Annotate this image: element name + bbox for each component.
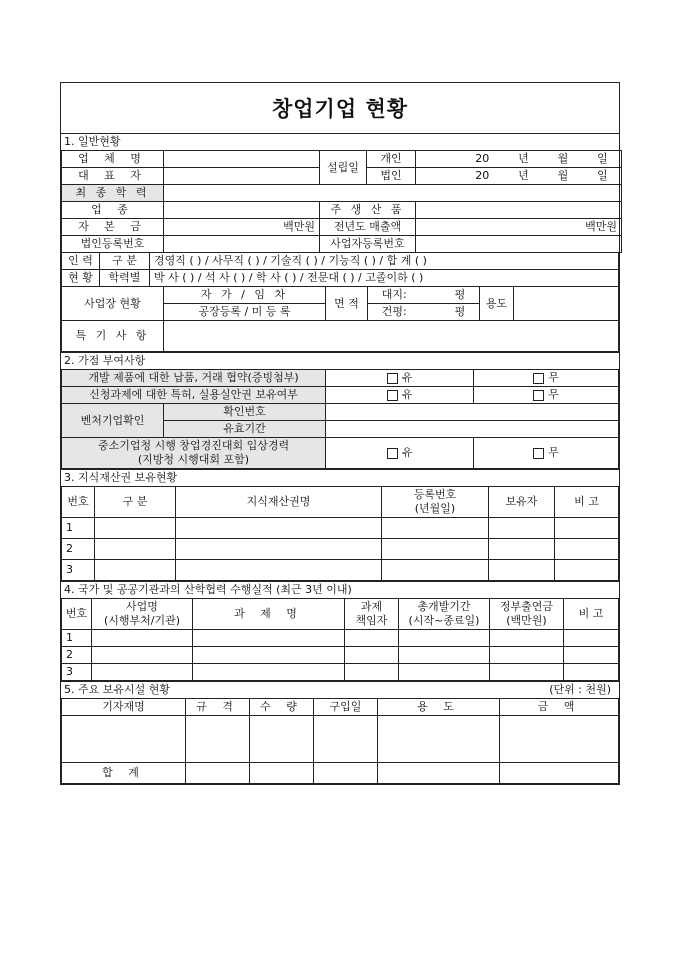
coop-cell[interactable] [193, 630, 345, 647]
facility-header-name: 기자재명 [62, 699, 186, 716]
personnel-label: 인 력 [62, 253, 100, 270]
section-2-heading: 2. 가점 부여사항 [61, 352, 619, 369]
facility-cell[interactable] [186, 716, 250, 763]
coop-header-period: 총개발기간 (시작~종료일) [399, 599, 490, 630]
coop-cell[interactable] [490, 664, 564, 681]
factory-reg-option[interactable]: 공장등록 / 미 등 록 [164, 304, 326, 321]
ip-header-no: 번호 [62, 487, 95, 518]
coop-cell[interactable] [399, 647, 490, 664]
confirm-no-field[interactable] [326, 404, 619, 421]
category-counts[interactable]: 경영직 ( ) / 사무직 ( ) / 기술직 ( ) / 기능직 ( ) / 합 계 ( ) [150, 253, 619, 270]
coop-cell[interactable] [564, 647, 619, 664]
facility-total-cell[interactable] [378, 763, 500, 784]
contest-yes[interactable]: 유 [326, 438, 474, 469]
ip-cell[interactable] [489, 539, 555, 560]
ip-table [61, 486, 619, 581]
coop-cell[interactable] [399, 630, 490, 647]
ip-cell[interactable] [555, 560, 619, 581]
representative-label: 대 표 자 [62, 168, 164, 185]
individual-label: 개인 [367, 151, 416, 168]
land-area-field[interactable]: 대지: 평 [368, 287, 480, 304]
facility-header-date: 구입일 [314, 699, 378, 716]
facility-cell[interactable] [314, 716, 378, 763]
corporation-label: 법인 [367, 168, 416, 185]
coop-cell[interactable] [92, 664, 193, 681]
ip-header-note: 비 고 [555, 487, 619, 518]
general-status-table [61, 150, 622, 253]
coop-header-leader: 과제 책임자 [345, 599, 399, 630]
coop-header-project: 사업명 (시행부처/기관) [92, 599, 193, 630]
education-field[interactable] [164, 185, 622, 202]
facility-cell[interactable] [378, 716, 500, 763]
special-notes-label: 특 기 사 항 [62, 321, 164, 352]
section-4-heading: 4. 국가 및 공공기관과의 산학협력 수행실적 (최근 3년 이내) [61, 581, 619, 598]
supply-contract-yes[interactable]: 유 [326, 370, 474, 387]
facility-header-spec: 규 격 [186, 699, 250, 716]
supply-contract-no[interactable]: 무 [474, 370, 619, 387]
patent-yes[interactable]: 유 [326, 387, 474, 404]
confirm-no-label: 확인번호 [164, 404, 326, 421]
table-row: 3 [62, 664, 92, 681]
contest-label: 중소기업청 시행 창업경진대회 입상경력 (지방청 시행대회 포함) [62, 438, 326, 469]
bonus-points-table [61, 369, 619, 469]
section-3-heading: 3. 지식재산권 보유현황 [61, 469, 619, 486]
ip-cell[interactable] [489, 560, 555, 581]
table-row: 1 [62, 630, 92, 647]
coop-cell[interactable] [345, 664, 399, 681]
site-status-label: 사업장 현황 [62, 287, 164, 321]
biz-reg-no-field[interactable] [416, 236, 622, 253]
startup-status-form [60, 82, 620, 785]
main-product-field[interactable] [416, 202, 622, 219]
coop-header-fund: 정부출연금 (백만원) [490, 599, 564, 630]
patent-no[interactable]: 무 [474, 387, 619, 404]
facility-total-cell[interactable] [500, 763, 619, 784]
coop-cell[interactable] [92, 630, 193, 647]
facility-total-cell[interactable] [314, 763, 378, 784]
corp-reg-no-field[interactable] [164, 236, 320, 253]
special-notes-field[interactable] [164, 321, 619, 352]
capital-label: 자 본 금 [62, 219, 164, 236]
form-title: 창업기업 현황 [271, 96, 409, 121]
table-row: 3 [62, 560, 95, 581]
table-row: 2 [62, 539, 95, 560]
education-counts[interactable]: 박 사 ( ) / 석 사 ( ) / 학 사 ( ) / 전문대 ( ) / 고졸이하 ( ) [150, 270, 619, 287]
by-education-label: 학력별 [100, 270, 150, 287]
capital-field[interactable]: 백만원 [164, 219, 320, 236]
coop-cell[interactable] [490, 630, 564, 647]
usage-field[interactable] [514, 287, 619, 321]
ip-header-holder: 보유자 [489, 487, 555, 518]
section-5-title: 5. 주요 보유시설 현황 [64, 683, 170, 696]
contest-no[interactable]: 무 [474, 438, 619, 469]
ip-cell[interactable] [95, 560, 176, 581]
coop-cell[interactable] [345, 647, 399, 664]
building-area-field[interactable]: 건평: 평 [368, 304, 480, 321]
prev-sales-label: 전년도 매출액 [320, 219, 416, 236]
ip-header-name: 지식재산권명 [176, 487, 382, 518]
valid-period-field[interactable] [326, 421, 619, 438]
coop-header-no: 번호 [62, 599, 92, 630]
facility-table [61, 698, 619, 784]
cooperation-table [61, 598, 619, 681]
coop-cell[interactable] [490, 647, 564, 664]
coop-cell[interactable] [92, 647, 193, 664]
business-type-field[interactable] [164, 202, 320, 219]
company-name-field[interactable] [164, 151, 320, 168]
ip-cell[interactable] [382, 518, 489, 539]
coop-header-note: 비 고 [564, 599, 619, 630]
by-category-label: 구 분 [100, 253, 150, 270]
facility-total-cell[interactable] [186, 763, 250, 784]
ip-cell[interactable] [176, 560, 382, 581]
main-product-label: 주 생 산 품 [320, 202, 416, 219]
founded-label: 설립일 [320, 151, 367, 185]
supply-contract-label: 개발 제품에 대한 납품, 거래 협약(증빙첨부) [62, 370, 326, 387]
valid-period-label: 유효기간 [164, 421, 326, 438]
representative-field[interactable] [164, 168, 320, 185]
area-label: 면 적 [326, 287, 368, 321]
facility-header-qty: 수 량 [250, 699, 314, 716]
facility-header-usage: 용 도 [378, 699, 500, 716]
biz-reg-no-label: 사업자등록번호 [320, 236, 416, 253]
ip-header-category: 구 분 [95, 487, 176, 518]
venture-label: 벤처기업확인 [62, 404, 164, 438]
individual-date-field[interactable]: 20 년 월 일 [416, 151, 622, 168]
coop-cell[interactable] [193, 647, 345, 664]
unit-note: (단위 : 천원) [549, 683, 611, 696]
site-table [61, 287, 619, 352]
ip-cell[interactable] [555, 518, 619, 539]
own-rent-option[interactable]: 자 가 / 임 차 [164, 287, 326, 304]
ip-cell[interactable] [555, 539, 619, 560]
corp-reg-no-label: 법인등록번호 [62, 236, 164, 253]
coop-cell[interactable] [564, 664, 619, 681]
corporation-date-field[interactable]: 20 년 월 일 [416, 168, 622, 185]
table-row: 1 [62, 518, 95, 539]
facility-cell[interactable] [500, 716, 619, 763]
ip-header-regno: 등록번호 (년월일) [382, 487, 489, 518]
ip-cell[interactable] [176, 539, 382, 560]
facility-total-label: 합 계 [62, 763, 186, 784]
business-type-label: 업 종 [62, 202, 164, 219]
coop-cell[interactable] [399, 664, 490, 681]
ip-cell[interactable] [489, 518, 555, 539]
patent-label: 신청과제에 대한 특허, 실용실안권 보유여부 [62, 387, 326, 404]
coop-cell[interactable] [345, 630, 399, 647]
facility-total-cell[interactable] [250, 763, 314, 784]
section-1-heading: 1. 일반현황 [61, 133, 619, 150]
company-name-label: 업 체 명 [62, 151, 164, 168]
facility-cell[interactable] [250, 716, 314, 763]
education-label: 최 종 학 력 [62, 185, 164, 202]
coop-cell[interactable] [193, 664, 345, 681]
facility-header-amount: 금 액 [500, 699, 619, 716]
ip-cell[interactable] [95, 518, 176, 539]
ip-cell[interactable] [176, 518, 382, 539]
table-row: 2 [62, 647, 92, 664]
ip-cell[interactable] [382, 560, 489, 581]
ip-cell[interactable] [382, 539, 489, 560]
facility-cell[interactable] [62, 716, 186, 763]
status-label: 현 황 [62, 270, 100, 287]
coop-header-task: 과 제 명 [193, 599, 345, 630]
section-5-heading [61, 681, 619, 698]
personnel-table [61, 253, 619, 287]
ip-cell[interactable] [95, 539, 176, 560]
usage-label: 용도 [480, 287, 514, 321]
prev-sales-field[interactable]: 백만원 [416, 219, 622, 236]
coop-cell[interactable] [564, 630, 619, 647]
